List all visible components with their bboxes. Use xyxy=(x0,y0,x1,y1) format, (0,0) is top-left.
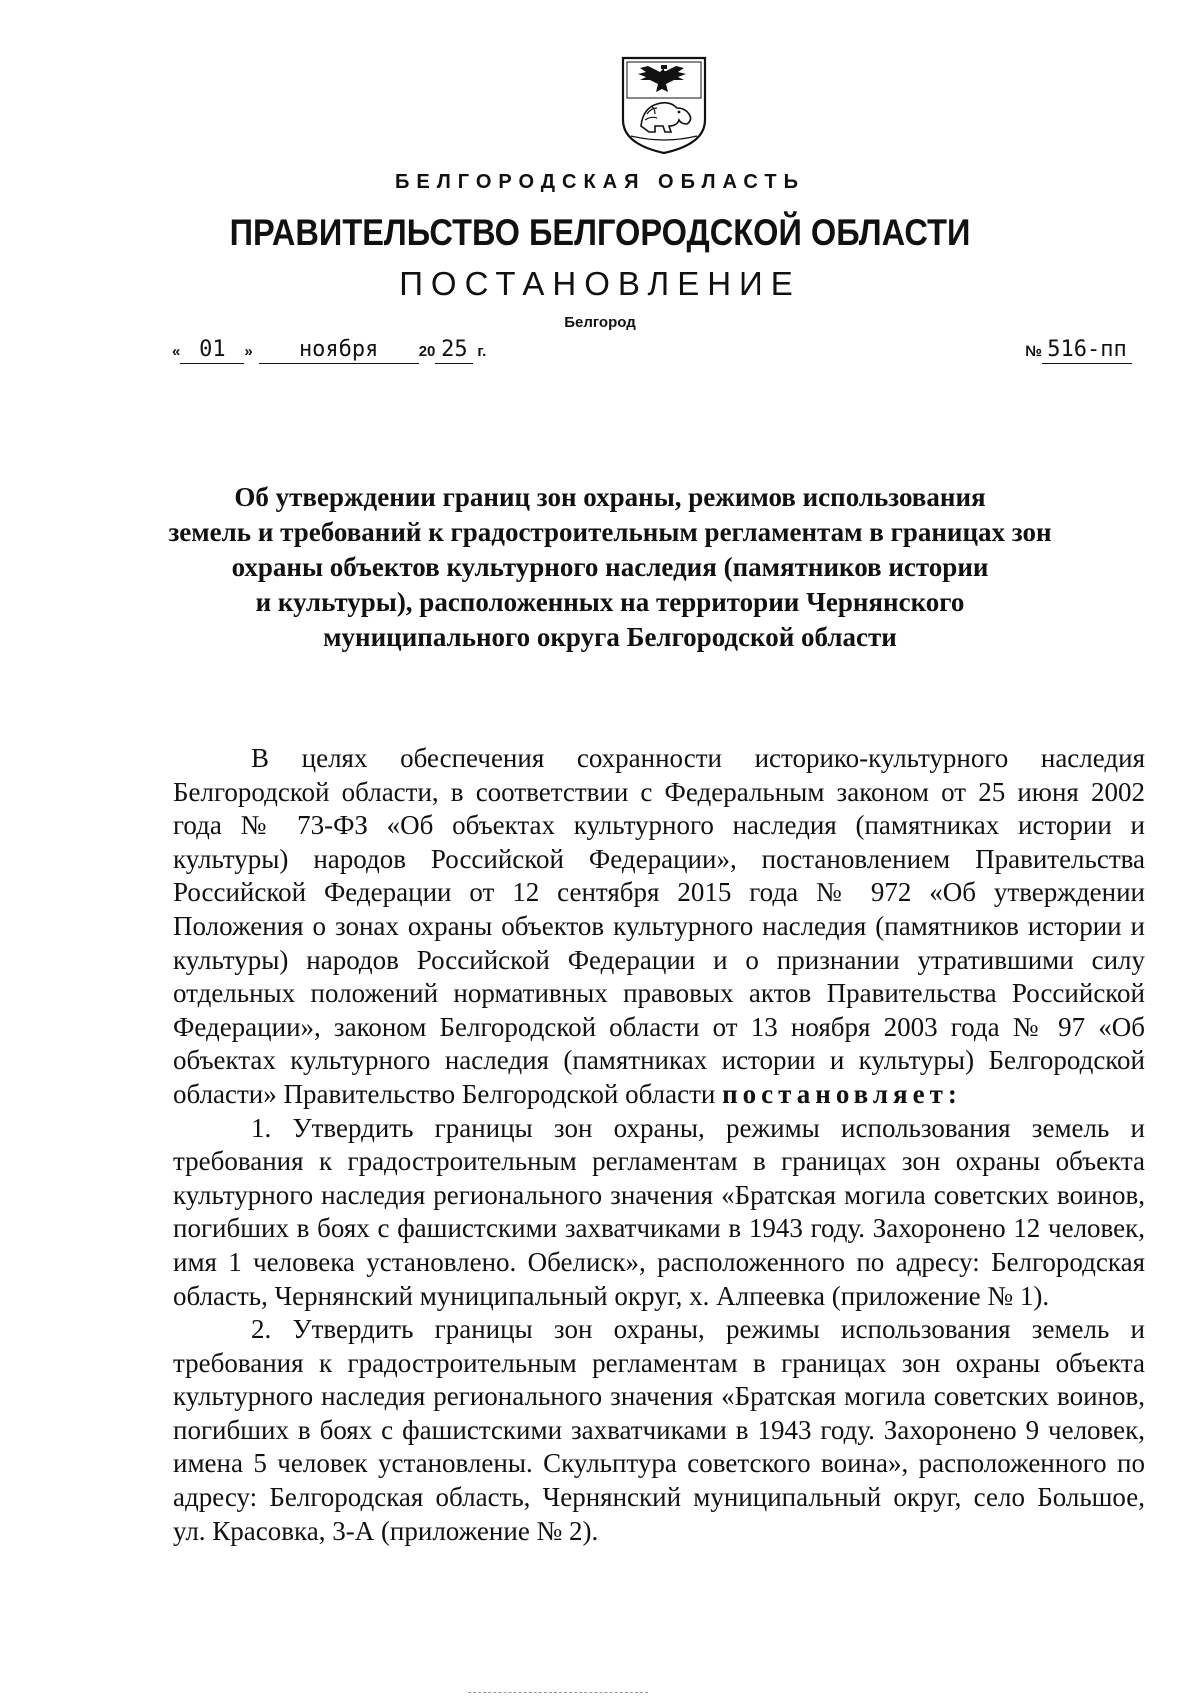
item-paragraph: 1. Утвердить границы зон охраны, режимы использования земель и требования к градостроительным регламентам в границах зон охраны объекта культурного наследия регионального значения «Братская могила советских воинов, погибших в боях с фашистскими захватчиками в 1943 году. Захоронено 12 человек, имя 1 человека установлено. Обелиск», расположенного по адресу: Белгородская область, Чернянский муниципальный округ, х. Алпеевка (приложение № 1). xyxy=(173,1112,1145,1311)
document-number: 516-пп xyxy=(1042,337,1132,364)
date-year: 25 xyxy=(435,337,473,364)
city-label: Белгород xyxy=(564,314,636,331)
date-quote-close: » xyxy=(244,343,253,360)
document-type: ПОСТАНОВЛЕНИЕ xyxy=(399,265,801,302)
document-title xyxy=(130,480,1090,655)
date-quote-open: « xyxy=(172,343,181,360)
date-day: 01 xyxy=(180,337,244,364)
title-line: муниципального округа Белгородской области xyxy=(323,622,897,652)
preamble-text: В целях обеспечения сохранности историко-культурного наследия Белгородской области, в соответствии с Федеральным законом от 25 июня 2002 года № 73-ФЗ «Об объектах культурного наследия (памятниках истории и культуры) народов Российской Федерации», постановлением Правительства Российской Федерации от 12 сентября 2015 года № 972 «Об утверждении Положения о зонах охраны объектов культурного наследия (памятников истории и культуры) народов Российской Федерации и о признании утратившими силу отдельных положений нормативных правовых актов Правительства Российской Федерации», законом Белгородской области от 13 ноября 2003 года № 97 «Об объектах культурного наследия (памятниках истории и культуры) Белгородской области» Правительство Белгородской области xyxy=(173,743,1145,1109)
title-line: охраны объектов культурного наследия (памятников истории xyxy=(231,552,989,582)
document-body xyxy=(173,742,1145,1548)
title-line: и культуры), расположенных на территории Чернянского xyxy=(255,587,965,617)
preamble-paragraph xyxy=(173,742,1145,1112)
region-heading: БЕЛГОРОДСКАЯ ОБЛАСТЬ xyxy=(395,171,805,193)
scan-artifact-line xyxy=(468,1692,648,1693)
item-paragraph: 2. Утвердить границы зон охраны, режимы использования земель и требования к градостроительным регламентам в границах зон охраны объекта культурного наследия регионального значения «Братская могила советских воинов, погибших в боях с фашистскими захватчиками в 1943 году. Захоронено 9 человек, имена 5 человек установлены. Скульптура советского воина», расположенного по адресу: Белгородская область, Чернянский муниципальный округ, село Большое, ул. Красовка, 3-А (приложение № 2). xyxy=(173,1314,1145,1546)
coat-of-arms-icon xyxy=(617,54,711,156)
year-prefix: 20 xyxy=(418,343,436,360)
year-mark: г. xyxy=(477,343,487,360)
government-heading: ПРАВИТЕЛЬСТВО БЕЛГОРОДСКОЙ ОБЛАСТИ xyxy=(229,212,971,253)
date-line xyxy=(172,337,486,367)
number-label: № xyxy=(1025,343,1042,360)
title-line: земель и требований к градостроительным регламентам в границах зон xyxy=(168,517,1052,547)
number-line xyxy=(1025,337,1132,367)
date-month: ноября xyxy=(259,337,419,364)
decree-word: постановляет: xyxy=(722,1078,962,1109)
title-line: Об утверждении границ зон охраны, режимов использования xyxy=(234,482,986,512)
